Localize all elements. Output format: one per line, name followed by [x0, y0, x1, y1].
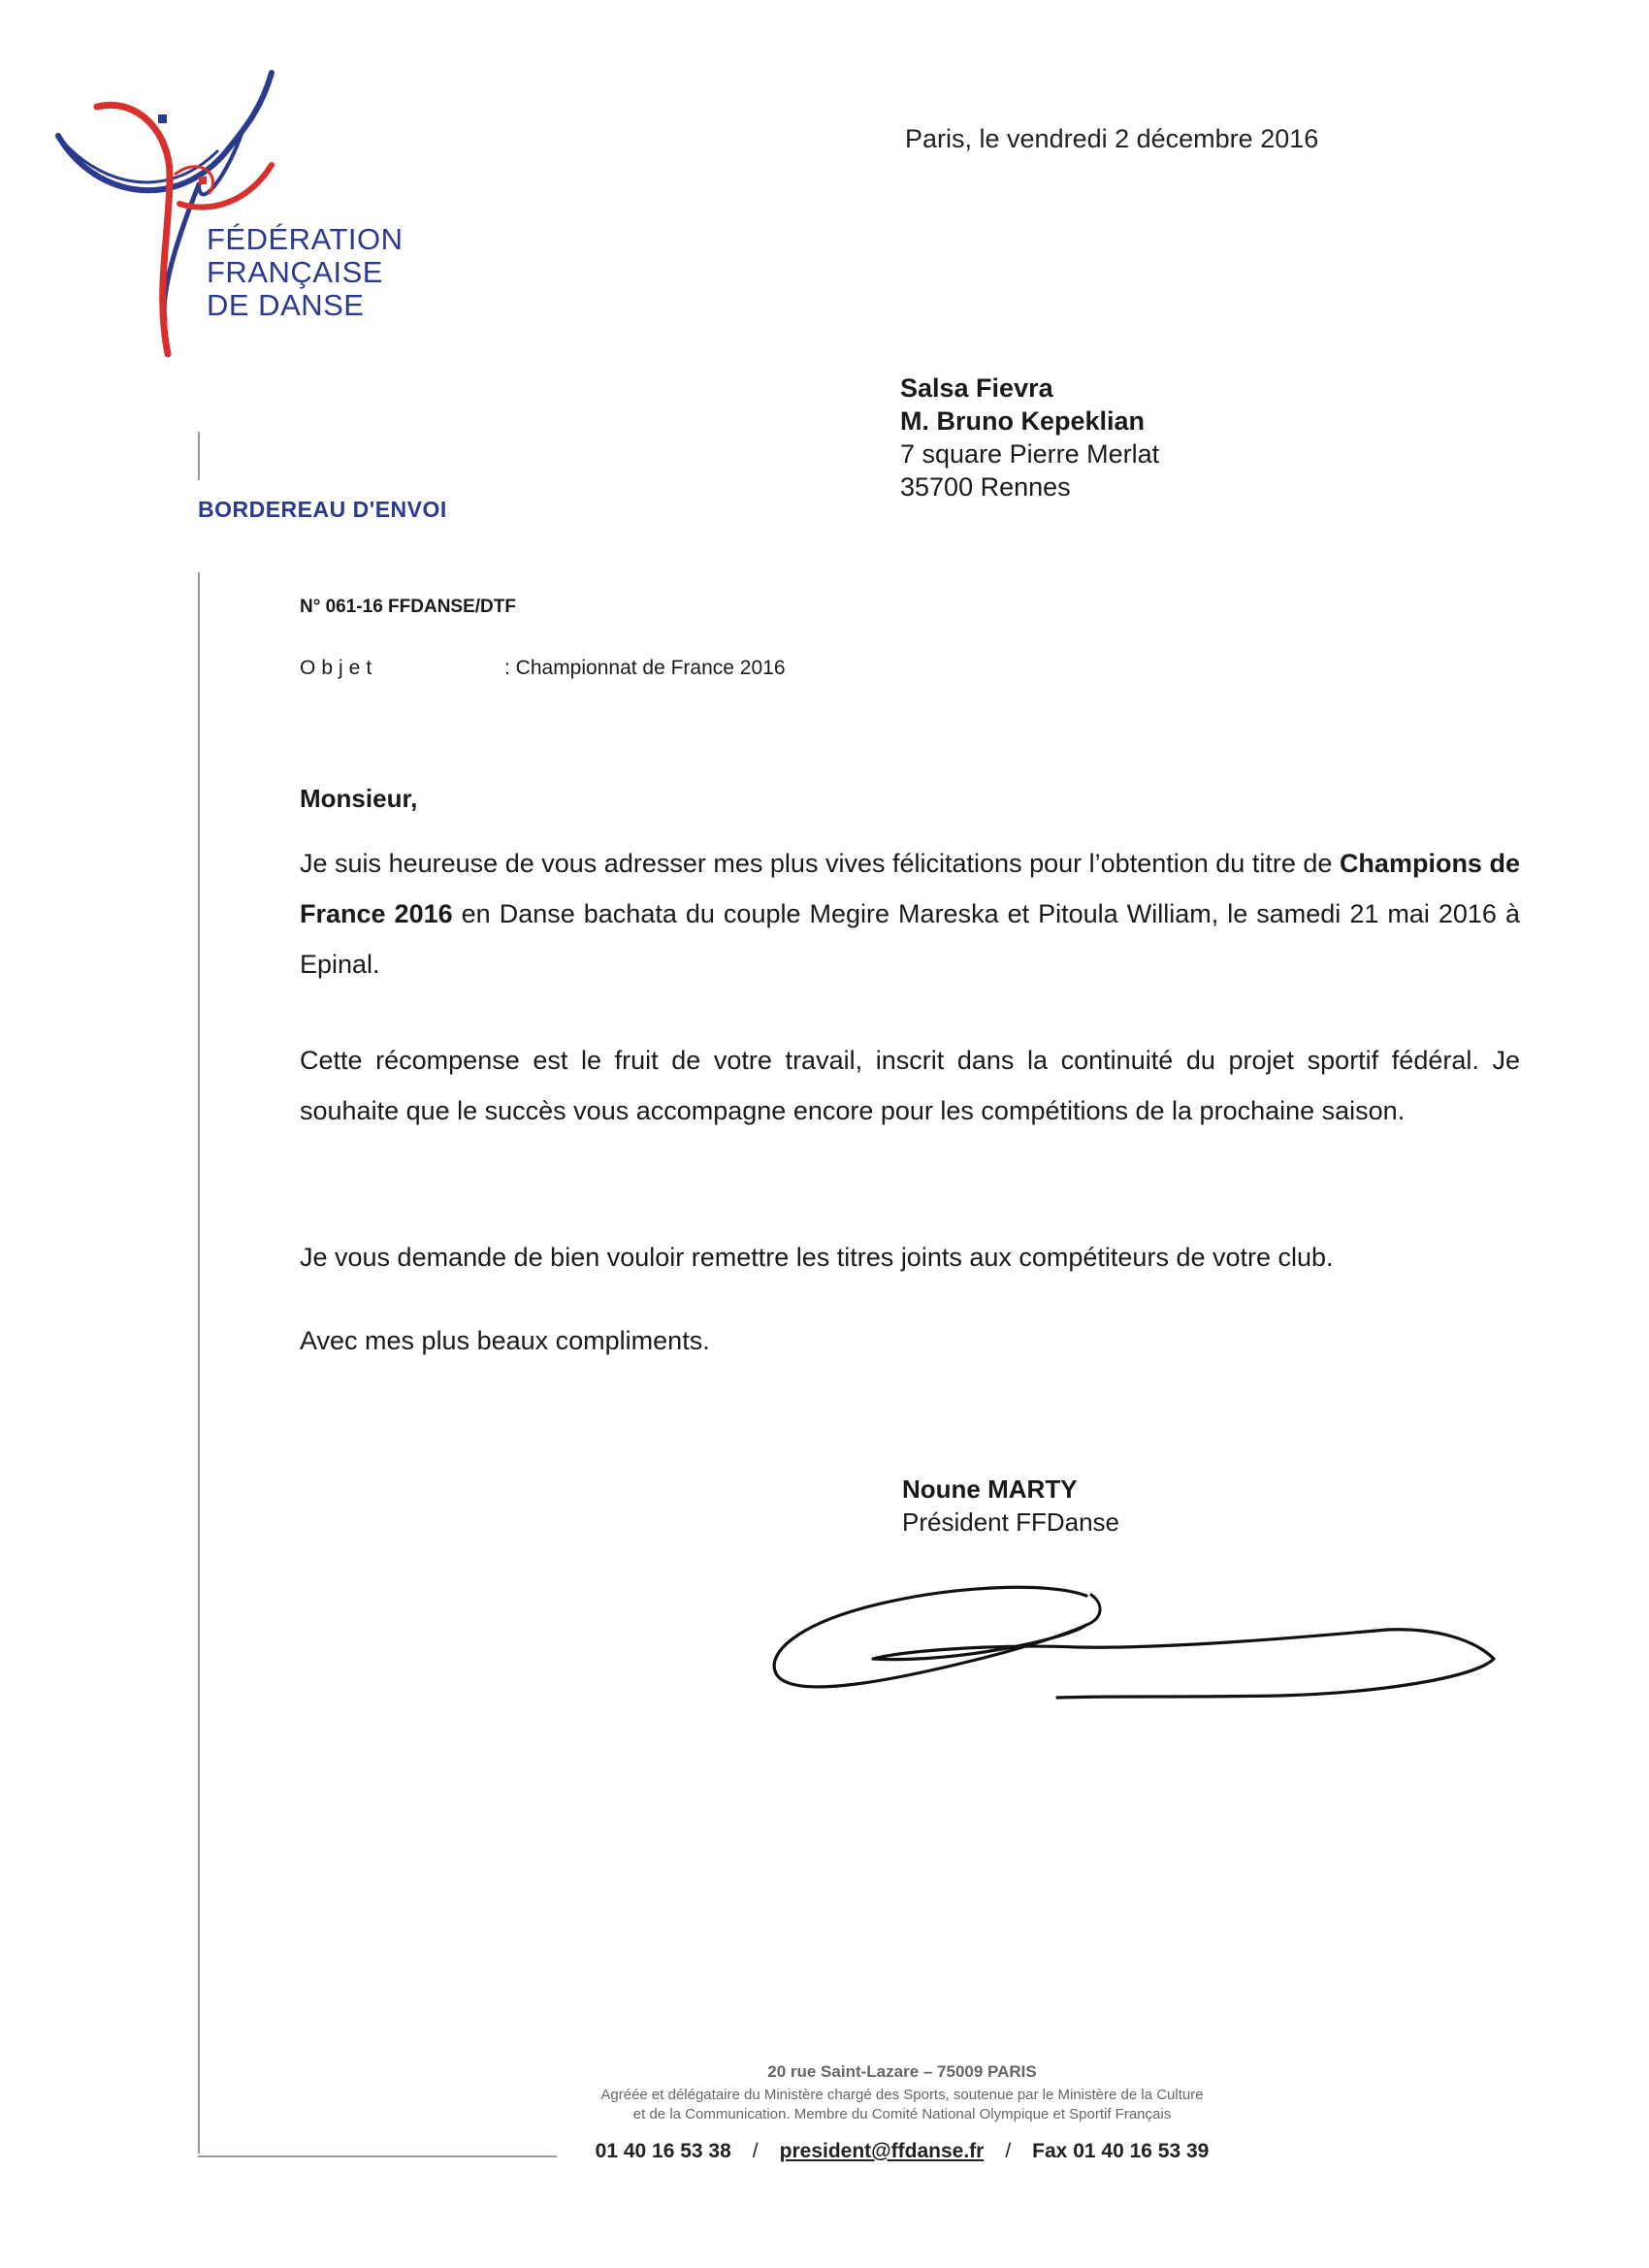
closing-line: Avec mes plus beaux compliments. [300, 1326, 710, 1355]
body-paragraph-1 [300, 838, 1520, 989]
footer-accreditation-2: et de la Communication. Membre du Comité National Olympique et Sportif Français [632, 2106, 1172, 2122]
footer-accreditation-1: Agréée et délégataire du Ministère chargé des Sports, soutenue par le Ministère de la Culture [600, 2087, 1204, 2103]
p1-end: en Danse bachata du couple Megire Mareska et Pitoula William, le samedi 21 mai 2016 à Epinal. [300, 899, 1520, 979]
ffd-logo [53, 68, 422, 369]
salutation: Monsieur, [300, 784, 418, 813]
recipient-city: 35700 Rennes [900, 472, 1071, 502]
objet-label: Objet [300, 657, 378, 679]
letter-date: Paris, le vendredi 2 décembre 2016 [905, 124, 1319, 153]
footer-contacts [524, 2140, 1280, 2163]
footer-separator: / [1005, 2140, 1012, 2162]
footer-email-link[interactable]: president@ffdanse.fr [779, 2140, 985, 2162]
recipient-block [900, 372, 1159, 503]
document-type-heading: BORDEREAU D'ENVOI [198, 497, 447, 522]
recipient-name: M. Bruno Kepeklian [900, 406, 1146, 436]
reference-number: N° 061-16 FFDANSE/DTF [300, 597, 516, 617]
signer-name: Noune MARTY [902, 1474, 1078, 1504]
margin-rule-top [198, 432, 200, 480]
objet-value: : Championnat de France 2016 [504, 657, 786, 679]
signer-block [902, 1473, 1119, 1539]
handwritten-signature [757, 1571, 1513, 1766]
recipient-org: Salsa Fievra [900, 373, 1053, 403]
margin-rule [198, 572, 200, 2154]
footer-separator: / [752, 2140, 759, 2162]
footer-address: 20 rue Saint-Lazare – 75009 PARIS [767, 2062, 1037, 2081]
recipient-street: 7 square Pierre Merlat [900, 439, 1160, 469]
footer-fax: Fax 01 40 16 53 39 [1032, 2140, 1210, 2162]
body-paragraph-3: Je vous demande de bien vouloir remettre les titres joints aux compétiteurs de votre club. [300, 1243, 1334, 1272]
p1-bold-title: Champions de France 2016 [300, 849, 1520, 928]
dancer-logo-icon [53, 68, 286, 369]
p1-start: Je suis heureuse de vous adresser mes plus vives félicitations pour l’obtention du titre de [300, 849, 1333, 878]
footer-phone: 01 40 16 53 38 [595, 2140, 731, 2162]
body-paragraph-2: Cette récompense est le fruit de votre travail, inscrit dans la continuité du projet sportif fédéral. Je souhaite que le succès vous accompagne encore pour les compétitions de la prochaine saison. [300, 1046, 1520, 1125]
signer-title: Président FFDanse [902, 1507, 1119, 1537]
logo-line-2: FRANÇAISE [207, 255, 383, 289]
logo-line-3: DE DANSE [207, 288, 365, 322]
logo-text [207, 223, 404, 322]
footer-rule [198, 2155, 557, 2157]
logo-line-1: FÉDÉRATION [207, 222, 404, 256]
